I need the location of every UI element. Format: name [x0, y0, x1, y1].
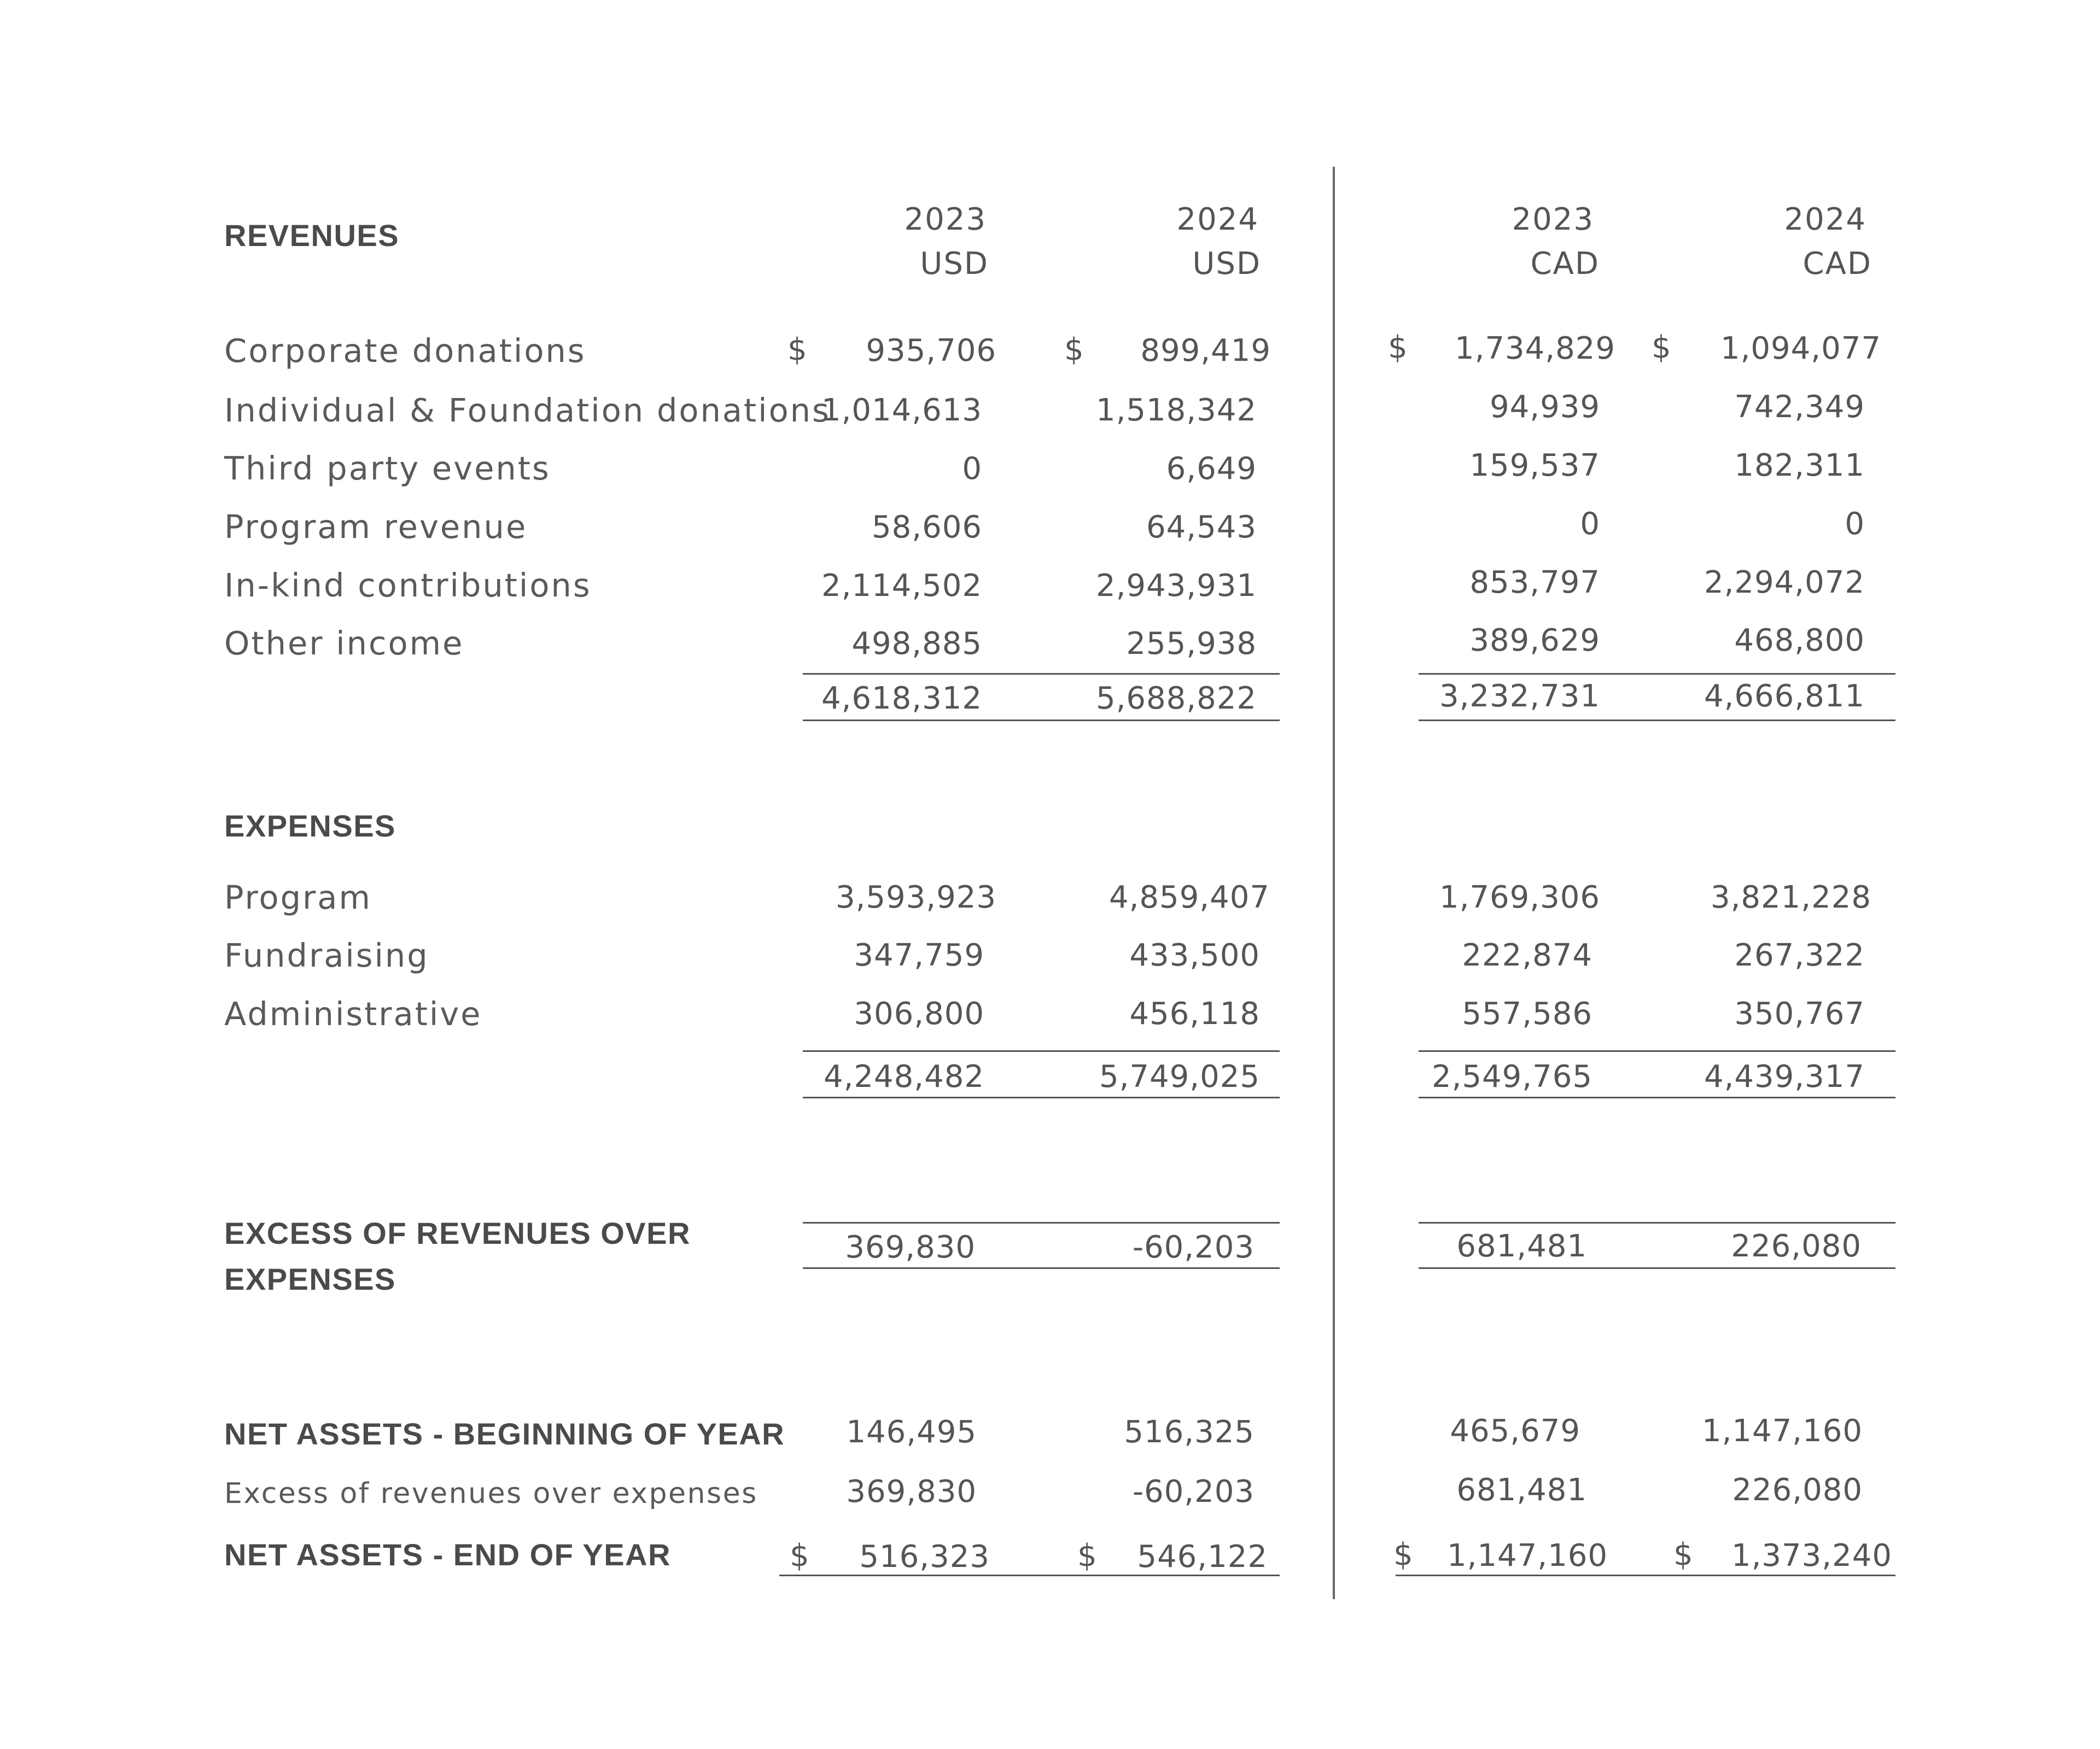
expense-total-top-rule-cad — [1419, 1050, 1895, 1052]
col-currency-2024-cad: CAD — [1802, 246, 1872, 282]
revenue-value: 468,800 — [1734, 623, 1865, 658]
revenue-value: 255,938 — [1126, 626, 1257, 662]
revenue-label-individual-foundation-donations: Individual & Foundation donations — [224, 391, 831, 429]
revenue-label-third-party-events: Third party events — [224, 449, 551, 487]
revenue-total-top-rule-usd — [803, 673, 1280, 675]
revenue-label-other-income: Other income — [224, 624, 464, 662]
expense-value: 456,118 — [1129, 996, 1260, 1032]
revenue-value: 159,537 — [1469, 448, 1600, 483]
revenue-value: 1,518,342 — [1095, 393, 1257, 428]
expense-value: 267,322 — [1734, 938, 1865, 973]
col-year-2023-usd: 2023 — [904, 202, 987, 237]
excess-heading-line2: EXPENSES — [224, 1262, 396, 1296]
revenue-value: 742,349 — [1734, 389, 1865, 425]
expense-value: 350,767 — [1734, 996, 1865, 1032]
revenue-value: 1,094,077 — [1720, 331, 1881, 366]
revenue-label-program-revenue: Program revenue — [224, 508, 528, 546]
revenue-value: 2,943,931 — [1095, 568, 1257, 604]
net-assets-excess-value: 226,080 — [1732, 1472, 1863, 1508]
col-year-2024-cad: 2024 — [1784, 202, 1866, 237]
revenue-value: 389,629 — [1469, 623, 1600, 658]
dollar-sign: $ — [1388, 330, 1408, 365]
expense-value: 3,821,228 — [1710, 880, 1871, 915]
revenue-total: 4,618,312 — [821, 681, 982, 716]
revenue-value: 899,419 — [1140, 333, 1271, 368]
net-assets-end-value: 546,122 — [1137, 1539, 1268, 1575]
revenue-value: 2,294,072 — [1704, 565, 1865, 600]
expense-label-program: Program — [224, 879, 372, 916]
net-assets-excess-value: 369,830 — [846, 1474, 977, 1510]
expense-value: 222,874 — [1462, 938, 1592, 973]
revenue-total: 5,688,822 — [1095, 681, 1257, 716]
expense-value: 347,759 — [854, 938, 984, 973]
excess-bottom-rule-cad — [1419, 1267, 1895, 1269]
expense-total: 4,248,482 — [823, 1059, 984, 1095]
expense-total: 4,439,317 — [1704, 1059, 1865, 1095]
revenue-total-bottom-rule-usd — [803, 720, 1280, 721]
dollar-sign: $ — [1064, 332, 1084, 367]
expense-value: 4,859,407 — [1109, 880, 1270, 915]
expense-label-administrative: Administrative — [224, 995, 482, 1033]
revenue-value: 935,706 — [866, 333, 996, 368]
excess-value: 681,481 — [1456, 1229, 1587, 1264]
dollar-sign: $ — [788, 332, 807, 367]
revenue-value: 2,114,502 — [821, 568, 982, 604]
col-year-2024-usd: 2024 — [1176, 202, 1259, 237]
net-assets-beginning-value: 146,495 — [846, 1414, 977, 1450]
expense-value: 557,586 — [1462, 996, 1592, 1032]
revenues-heading: REVENUES — [224, 218, 400, 253]
col-year-2023-cad: 2023 — [1512, 202, 1594, 237]
expenses-heading: EXPENSES — [224, 809, 396, 843]
net-assets-end-value: 516,323 — [859, 1539, 990, 1575]
expense-total: 5,749,025 — [1099, 1059, 1260, 1095]
net-assets-excess-value: -60,203 — [1132, 1474, 1255, 1510]
net-assets-beginning-label: NET ASSETS - BEGINNING OF YEAR — [224, 1417, 785, 1451]
net-assets-beginning-value: 465,679 — [1450, 1413, 1580, 1449]
revenue-value: 1,734,829 — [1454, 331, 1615, 366]
revenue-value: 498,885 — [851, 626, 982, 662]
revenue-label-corporate-donations: Corporate donations — [224, 332, 586, 370]
col-currency-2023-usd: USD — [920, 246, 989, 282]
excess-value: 226,080 — [1731, 1229, 1862, 1264]
revenue-value: 6,649 — [1166, 451, 1257, 487]
revenue-value: 0 — [1845, 506, 1865, 542]
excess-bottom-rule-usd — [803, 1267, 1280, 1269]
expense-label-fundraising: Fundraising — [224, 937, 429, 974]
expense-total: 2,549,765 — [1431, 1059, 1592, 1095]
excess-top-rule-cad — [1419, 1222, 1895, 1224]
net-assets-end-rule-usd — [779, 1575, 1280, 1576]
col-currency-2023-cad: CAD — [1530, 246, 1600, 282]
revenue-value: 58,606 — [872, 510, 982, 545]
excess-value: 369,830 — [845, 1230, 976, 1265]
revenue-total-top-rule-cad — [1419, 673, 1895, 675]
revenue-value: 1,014,613 — [821, 393, 982, 428]
expense-total-top-rule-usd — [803, 1050, 1280, 1052]
expense-total-bottom-rule-usd — [803, 1097, 1280, 1098]
col-currency-2024-usd: USD — [1192, 246, 1261, 282]
dollar-sign: $ — [1393, 1537, 1413, 1572]
revenue-value: 0 — [1580, 506, 1600, 542]
revenue-value: 64,543 — [1146, 510, 1257, 545]
dollar-sign: $ — [1652, 330, 1671, 365]
net-assets-end-value: 1,373,240 — [1731, 1538, 1892, 1573]
net-assets-beginning-value: 516,325 — [1124, 1414, 1255, 1450]
revenue-total: 4,666,811 — [1704, 678, 1865, 714]
revenue-total: 3,232,731 — [1439, 678, 1600, 714]
revenue-value: 0 — [962, 451, 982, 487]
expense-value: 1,769,306 — [1439, 880, 1600, 915]
revenue-total-bottom-rule-cad — [1419, 720, 1895, 721]
revenue-value: 853,797 — [1469, 565, 1600, 600]
net-assets-end-value: 1,147,160 — [1446, 1538, 1608, 1573]
dollar-sign: $ — [790, 1538, 809, 1573]
excess-heading-line1: EXCESS OF REVENUES OVER — [224, 1216, 691, 1250]
net-assets-excess-label: Excess of revenues over expenses — [224, 1477, 758, 1510]
expense-total-bottom-rule-cad — [1419, 1097, 1895, 1098]
expense-value: 306,800 — [854, 996, 984, 1032]
dollar-sign: $ — [1673, 1537, 1693, 1572]
net-assets-beginning-value: 1,147,160 — [1701, 1413, 1863, 1449]
expense-value: 3,593,923 — [835, 880, 996, 915]
dollar-sign: $ — [1077, 1538, 1097, 1573]
expense-value: 433,500 — [1129, 938, 1260, 973]
revenue-value: 94,939 — [1490, 389, 1600, 425]
excess-top-rule-usd — [803, 1222, 1280, 1224]
revenue-value: 182,311 — [1734, 448, 1865, 483]
revenue-label-in-kind-contributions: In-kind contributions — [224, 566, 592, 604]
net-assets-excess-value: 681,481 — [1456, 1472, 1587, 1508]
net-assets-end-rule-cad — [1396, 1575, 1895, 1576]
excess-value: -60,203 — [1132, 1230, 1255, 1265]
net-assets-end-label: NET ASSETS - END OF YEAR — [224, 1537, 671, 1572]
